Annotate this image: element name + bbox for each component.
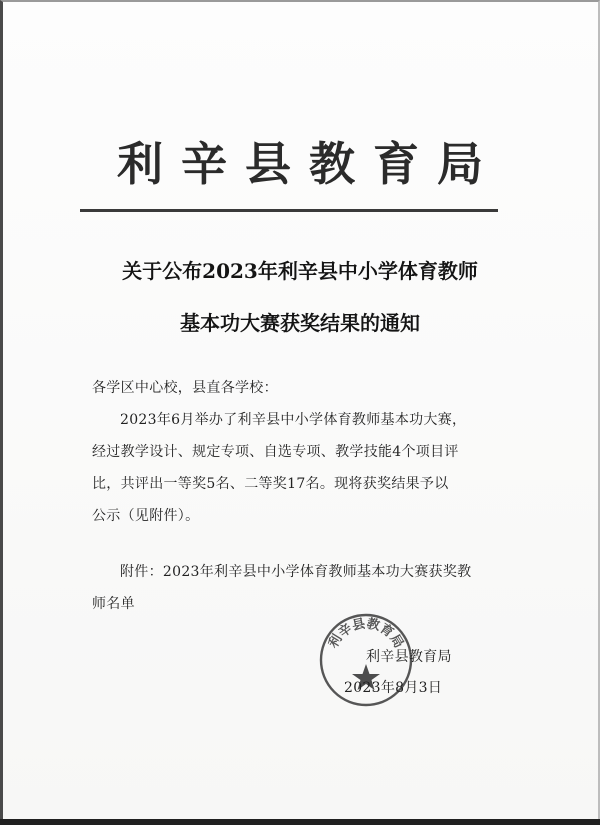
notice-title-line-2: 基本功大赛获奖结果的通知 <box>180 311 420 335</box>
signature-date: 2023年8月3日 <box>344 680 443 696</box>
attachment-line: 附件：2023年利辛县中小学体育教师基本功大赛获奖教 <box>120 564 472 580</box>
scan-bottom-edge <box>0 819 600 825</box>
salutation: 各学区中心校，县直各学校： <box>92 380 278 396</box>
paragraph-line: 2023年6月举办了利辛县中小学体育教师基本功大赛， <box>120 412 467 428</box>
signature-issuer: 利辛县教育局 <box>366 649 452 665</box>
paragraph-line: 公示（见附件）。 <box>92 508 200 524</box>
issuer-header-title: 利辛县教育局 <box>117 137 501 191</box>
seal-text: 利辛县教育局 <box>325 616 407 651</box>
paragraph-line: 经过教学设计、规定专项、自选专项、教学技能4个项目评 <box>92 444 459 460</box>
paragraph-line: 比，共评出一等奖5名、二等奖17名。现将获奖结果予以 <box>92 476 449 492</box>
notice-title-line-1: 关于公布2023年利辛县中小学体育教师 <box>122 259 478 283</box>
header-divider <box>80 209 498 212</box>
attachment-line: 师名单 <box>92 596 135 612</box>
